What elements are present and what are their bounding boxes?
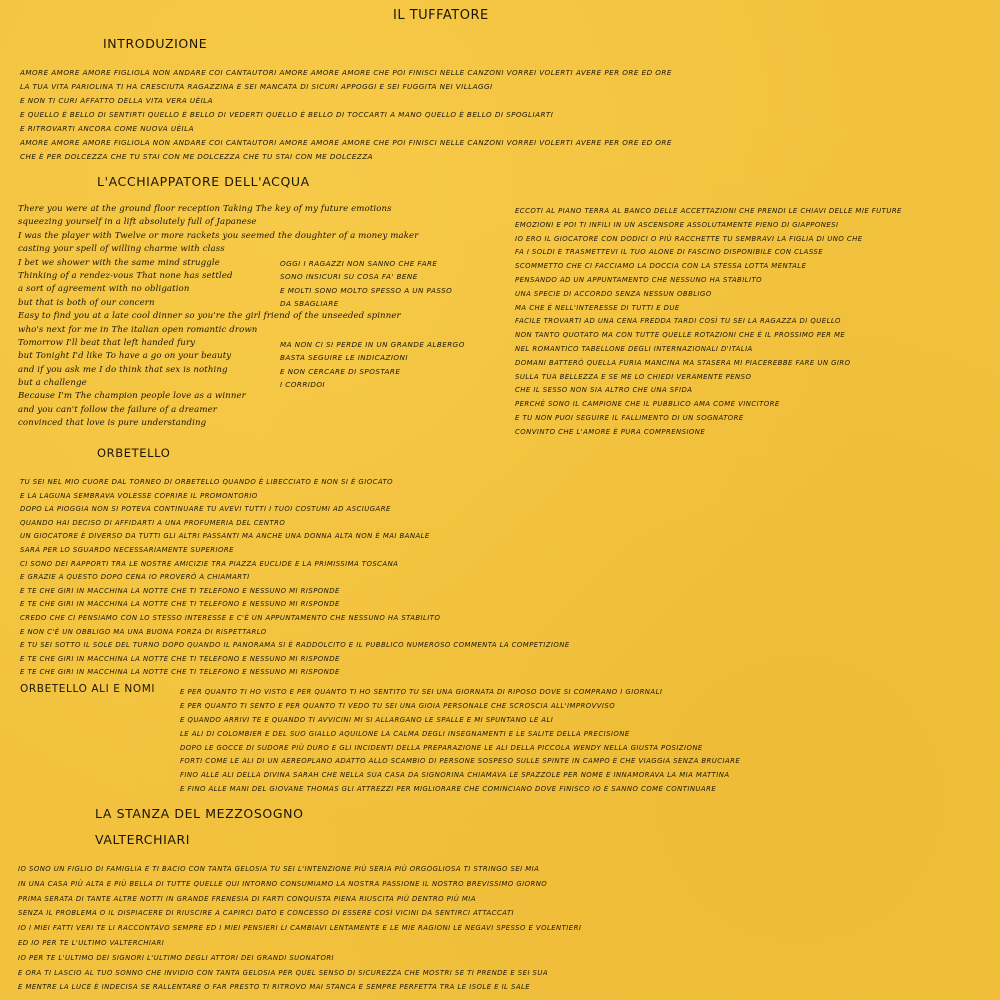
lyric-line: E TE CHE GIRI IN MACCHINA LA NOTTE CHE TI TELEFONO E NESSUNO MI RISPONDE: [20, 600, 340, 609]
lyric-line: IO I MIEI FATTI VERI TE LI RACCONTAVO SEMPRE ED I MIEI PENSIERI LI CAMBIAVI LENTAMENTE E LE MIE RAGIONI LE NEGAVI SPESSO E VOLENTIERI: [18, 924, 582, 933]
section-heading-stanza-del-mezzosogno: LA STANZA DEL MEZZOSOGNO: [95, 806, 304, 821]
lyric-line: IO SONO UN FIGLIO DI FAMIGLIA E TI BACIO CON TANTA GELOSIA TU SEI L'INTENZIONE PIÙ SERIA PIÙ ORGOGLIOSA TI STRINGO SEI MIA: [18, 865, 540, 873]
lyric-line: convinced that love is pure understanding: [18, 418, 207, 429]
lyric-line: but that is both of our concern: [18, 297, 155, 308]
valterchiari-lyrics: [18, 862, 581, 995]
lyric-line: IN UNA CASA PIÙ ALTA E PIÙ BELLA DI TUTTE QUELLE QUI INTORNO CONSUMIAMO LA NOSTRA PASSIONE IL NOSTRO BREVISSIMO GIORNO: [18, 879, 548, 888]
introduzione-lyrics: [20, 66, 672, 164]
lyric-line: I was the player with Twelve or more rackets you seemed the doughter of a money maker: [18, 230, 419, 241]
lyric-line: DOPO LA PIOGGIA NON SI POTEVA CONTINUARE TU AVEVI TUTTI I TUOI COSTUMI AD ASCIUGARE: [20, 505, 391, 514]
lyric-line: E GRAZIE A QUESTO DOPO CENA IO PROVERÒ A CHIAMARTI: [20, 573, 250, 582]
orbetello-ali-lyrics: [180, 686, 740, 797]
lyric-line: NEL ROMANTICO TABELLONE DEGLI INTERNAZIONALI D'ITALIA: [515, 344, 753, 353]
lyric-line: and if you ask me I do think that sex is nothing: [18, 364, 228, 375]
lyric-line: E TU SEI SOTTO IL SOLE DEL TURNO DOPO QUANDO IL PANORAMA SI È RADDOLCITO E IL PUBBLICO NUMEROSO COMMENTA LA COMPETIZIONE: [20, 641, 570, 650]
lyric-line: TU SEI NEL MIO CUORE DAL TORNEO DI ORBETELLO QUANDO È LIBECCIATO E NON SI È GIOCATO: [20, 478, 394, 486]
lyric-line: AMORE AMORE AMORE FIGLIOLA NON ANDARE COI CANTAUTORI AMORE AMORE AMORE CHE POI FINISCI NELLE CANZONI VORREI VOLERTI AVERE PER ORE ED ORE: [20, 138, 672, 147]
lyric-line: casting your spell of willing charme with class: [18, 244, 225, 255]
lyric-line: CHE IL SESSO NON SIA ALTRO CHE UNA SFIDA: [515, 386, 693, 395]
lyric-line: I bet we shower with the same mind struggle: [18, 257, 220, 268]
lyric-line: a sort of agreement with no obligation: [18, 284, 190, 295]
lyric-line: MA CHE È NELL'INTERESSE DI TUTTI E DUE: [515, 303, 680, 312]
lyric-line: E NON C'È UN OBBLIGO MA UNA BUONA FORZA DI RISPETTARLO: [20, 627, 267, 636]
lyric-line: ED IO PER TE L'ULTIMO VALTERCHIARI: [18, 938, 165, 947]
section-heading-acchiappatore: L'ACCHIAPPATORE DELL'ACQUA: [97, 174, 310, 189]
lyric-line: E RITROVARTI ANCORA COME NUOVA UÈILA: [20, 124, 194, 133]
section-heading-orbetello-ali-e-nomi: ORBETELLO ALI E NOMI: [20, 683, 156, 695]
lyric-line: SARÀ PER LO SGUARDO NECESSARIAMENTE SUPERIORE: [20, 545, 234, 554]
lyric-line: EMOZIONI E POI TI INFILI IN UN ASCENSORE ASSOLUTAMENTE PIENO DI GIAPPONESI: [515, 220, 839, 229]
lyric-line: squeezing yourself in a lift absolutely full of Japanese: [18, 217, 257, 228]
acchiappatore-italian-lyrics: [515, 205, 902, 440]
lyric-line: PENSANDO AD UN APPUNTAMENTO CHE NESSUNO HA STABILITO: [515, 275, 762, 284]
lyric-line: who's next for me in The italian open romantic drown: [18, 324, 258, 335]
lyric-line: FACILE TROVARTI AD UNA CENA FREDDA TARDI COSÌ TU SEI LA RAGAZZA DI QUELLO: [515, 317, 841, 326]
lyric-line: E TE CHE GIRI IN MACCHINA LA NOTTE CHE TI TELEFONO E NESSUNO MI RISPONDE: [20, 668, 340, 677]
lyric-line: E QUELLO È BELLO DI SENTIRTI QUELLO È BELLO DI VEDERTI QUELLO È BELLO DI TOCCARTI A MANO QUELLO È BELLO DI SPOGLIARTI: [20, 110, 554, 119]
lyric-line: NON TANTO QUOTATO MA CON TUTTE QUELLE ROTAZIONI CHE È IL PROSSIMO PER ME: [515, 331, 846, 340]
lyric-line: E TE CHE GIRI IN MACCHINA LA NOTTE CHE TI TELEFONO E NESSUNO MI RISPONDE: [20, 586, 340, 595]
lyric-line: SCOMMETTO CHE CI FACCIAMO LA DOCCIA CON LA STESSA LOTTA MENTALE: [515, 262, 807, 271]
lyric-line: but Tonight I'd like To have a go on your beauty: [18, 351, 232, 362]
lyric-line: SONO INSICURI SU COSA FA' BENE: [280, 272, 418, 282]
lyric-line: MA NON CI SI PERDE IN UN GRANDE ALBERGO: [280, 340, 465, 349]
lyric-line: SULLA TUA BELLEZZA E SE ME LO CHIEDI VERAMENTE PENSO: [515, 372, 752, 381]
lyric-line: SENZA IL PROBLEMA O IL DISPIACERE DI RIUSCIRE A CAPIRCI DATO E CONCESSO DI ESSERE COSÌ VICINI DA SENTIRCI ATTACCATI: [18, 909, 514, 918]
lyric-line: CI SONO DEI RAPPORTI TRA LE NOSTRE AMICIZIE TRA PIAZZA EUCLIDE E LA PRIMISSIMA TOSCANA: [20, 559, 399, 568]
lyric-line: LA TUA VITA PARIOLINA TI HA CRESCIUTA RAGAZZINA E SEI MANCATA DI SICURI APPOGGI E SEI FUGGITA NEI VILLAGGI: [20, 82, 493, 91]
lyric-line: DA SBAGLIARE: [280, 299, 339, 309]
lyric-line: E MOLTI SONO MOLTO SPESSO A UN PASSO: [280, 285, 453, 295]
lyric-line: E TU NON PUOI SEGUIRE IL FALLIMENTO DI UN SOGNATORE: [515, 413, 744, 422]
lyric-line: E ORA TI LASCIO AL TUO SONNO CHE INVIDIO CON TANTA GELOSIA PER QUEL SENSO DI SICUREZZA CHE MOSTRI SE TI PRENDE E SEI SUA: [18, 968, 549, 977]
lyric-line: IO PER TE L'ULTIMO DEI SIGNORI L'ULTIMO DEGLI ATTORI DEI GRANDI SUONATORI: [18, 953, 335, 962]
lyric-line: E QUANDO ARRIVI TE E QUANDO TI AVVICINI MI SI ALLARGANO LE SPALLE E MI SPUNTANO LE ALI: [180, 715, 554, 724]
lyric-line: AMORE AMORE AMORE FIGLIOLA NON ANDARE COI CANTAUTORI AMORE AMORE AMORE CHE POI FINISCI NELLE CANZONI VORREI VOLERTI AVERE PER ORE ED ORE: [20, 68, 672, 77]
lyric-line: CHE È PER DOLCEZZA CHE TU STAI CON ME DOLCEZZA CHE TU STAI CON ME DOLCEZZA: [20, 152, 373, 161]
lyric-line: FORTI COME LE ALI DI UN AEREOPLANO ADATTO ALLO SCAMBIO DI PERSONE SOSPESO SULLE SPINTE IN CAMPO E CHE VIAGGIA SENZA BRUCIARE: [180, 757, 741, 766]
lyric-line: DOMANI BATTERÒ QUELLA FURIA MANCINA MA STASERA MI PIACEREBBE FARE UN GIRO: [515, 358, 851, 367]
lyric-line: E TE CHE GIRI IN MACCHINA LA NOTTE CHE TI TELEFONO E NESSUNO MI RISPONDE: [20, 654, 340, 663]
lyric-line: IO ERO IL GIOCATORE CON DODICI O PIÙ RACCHETTE TU SEMBRAVI LA FIGLIA DI UNO CHE: [515, 234, 863, 243]
lyric-line: UN GIOCATORE È DIVERSO DA TUTTI GLI ALTRI PASSANTI MA ANCHE UNA DONNA ALTA NON È MAI BANALE: [20, 532, 430, 541]
lyric-line: E LA LAGUNA SEMBRAVA VOLESSE COPRIRE IL PROMONTORIO: [20, 491, 258, 500]
lyric-line: but a challenge: [18, 378, 87, 389]
lyric-line: E PER QUANTO TI HO VISTO E PER QUANTO TI HO SENTITO TU SEI UNA GIORNATA DI RIPOSO DOVE SI COMPRANO I GIORNALI: [180, 688, 663, 696]
lyric-line: Easy to find you at a late cool dinner so you're the girl friend of the unseeded spinner: [18, 311, 401, 322]
lyric-line: PRIMA SERATA DI TANTE ALTRE NOTTI IN GRANDE FRENESIA DI FARTI CONQUISTA PIENA RIUSCITA PIÙ DENTRO PIÙ MIA: [18, 894, 476, 903]
lyric-line: CONVINTO CHE L'AMORE È PURA COMPRENSIONE: [515, 427, 706, 436]
lyric-line: Because I'm The champion people love as a winner: [18, 391, 246, 402]
lyric-line: PERCHÉ SONO IL CAMPIONE CHE IL PUBBLICO AMA COME VINCITORE: [515, 400, 780, 409]
section-heading-introduzione: INTRODUZIONE: [103, 36, 208, 51]
acchiappatore-middle-lyrics-b: [280, 338, 465, 392]
orbetello-lyrics: [20, 476, 570, 680]
lyric-line: LE ALI DI COLOMBIER E DEL SUO GIALLO AQUILONE LA CALMA DEGLI INSEGNAMENTI E LE SALITE DELLA PRECISIONE: [180, 729, 630, 738]
lyric-line: ECCOTI AL PIANO TERRA AL BANCO DELLE ACCETTAZIONI CHE PRENDI LE CHIAVI DELLE MIE FUTURE: [515, 207, 902, 215]
lyric-line: FINO ALLE ALI DELLA DIVINA SARAH CHE NELLA SUA CASA DA SIGNORINA CHIAMAVA LE SPAZZOLE PER NOME E INNAMORAVA LA MIA MATTINA: [180, 771, 730, 780]
lyric-line: CREDO CHE CI PENSIAMO CON LO STESSO INTERESSE E C'È UN APPUNTAMENTO CHE NESSUNO HA STABILITO: [20, 613, 441, 622]
lyric-line: QUANDO HAI DECISO DI AFFIDARTI A UNA PROFUMERIA DEL CENTRO: [20, 518, 286, 527]
lyric-line: There you were at the ground floor reception Taking The key of my future emotions: [18, 204, 392, 214]
lyric-line: I CORRIDOI: [280, 380, 325, 390]
acchiappatore-english-lyrics: [18, 203, 418, 431]
lyric-line: and you can't follow the failure of a dreamer: [18, 404, 217, 415]
lyric-line: E MENTRE LA LUCE È INDECISA SE RALLENTARE O FAR PRESTO TI RITROVO MAI STANCA E SEMPRE PERFETTA TRA LE ISOLE E IL SALE: [18, 983, 531, 992]
lyric-line: E FINO ALLE MANI DEL GIOVANE THOMAS GLI ATTREZZI PER MIGLIORARE CHE COMINCIANO DOVE FINISCO IO E SANNO COME CONTINUARE: [180, 785, 717, 794]
lyric-line: UNA SPECIE DI ACCORDO SENZA NESSUN OBBLIGO: [515, 289, 712, 298]
lyric-line: E PER QUANTO TI SENTO E PER QUANTO TI VEDO TU SEI UNA GIOIA PERSONALE CHE SCROSCIA ALL'IMPROVVISO: [180, 701, 616, 710]
lyric-line: OGGI I RAGAZZI NON SANNO CHE FARE: [280, 259, 438, 268]
section-heading-orbetello: ORBETELLO: [97, 446, 171, 460]
lyric-line: BASTA SEGUIRE LE INDICAZIONI: [280, 353, 408, 363]
lyric-line: E NON CERCARE DI SPOSTARE: [280, 366, 401, 376]
lyric-line: E NON TI CURI AFFATTO DELLA VITA VERA UÈILA: [20, 96, 213, 105]
lyric-line: FA I SOLDI E TRASMETTEVI IL TUO ALONE DI FASCINO DISPONIBILE CON CLASSE: [515, 248, 824, 257]
section-heading-valterchiari: VALTERCHIARI: [95, 832, 191, 847]
lyric-line: Tomorrow I'll beat that left handed fury: [18, 337, 196, 348]
page-title: IL TUFFATORE: [393, 8, 489, 23]
acchiappatore-middle-lyrics-a: [280, 257, 452, 311]
lyric-line: Thinking of a rendez-vous That none has settled: [18, 270, 233, 281]
lyric-line: DOPO LE GOCCE DI SUDORE PIÙ DURO E GLI INCIDENTI DELLA PREPARAZIONE LE ALI DELLA PICCOLA WENDY NELLA GIUSTA POSIZIONE: [180, 743, 703, 752]
